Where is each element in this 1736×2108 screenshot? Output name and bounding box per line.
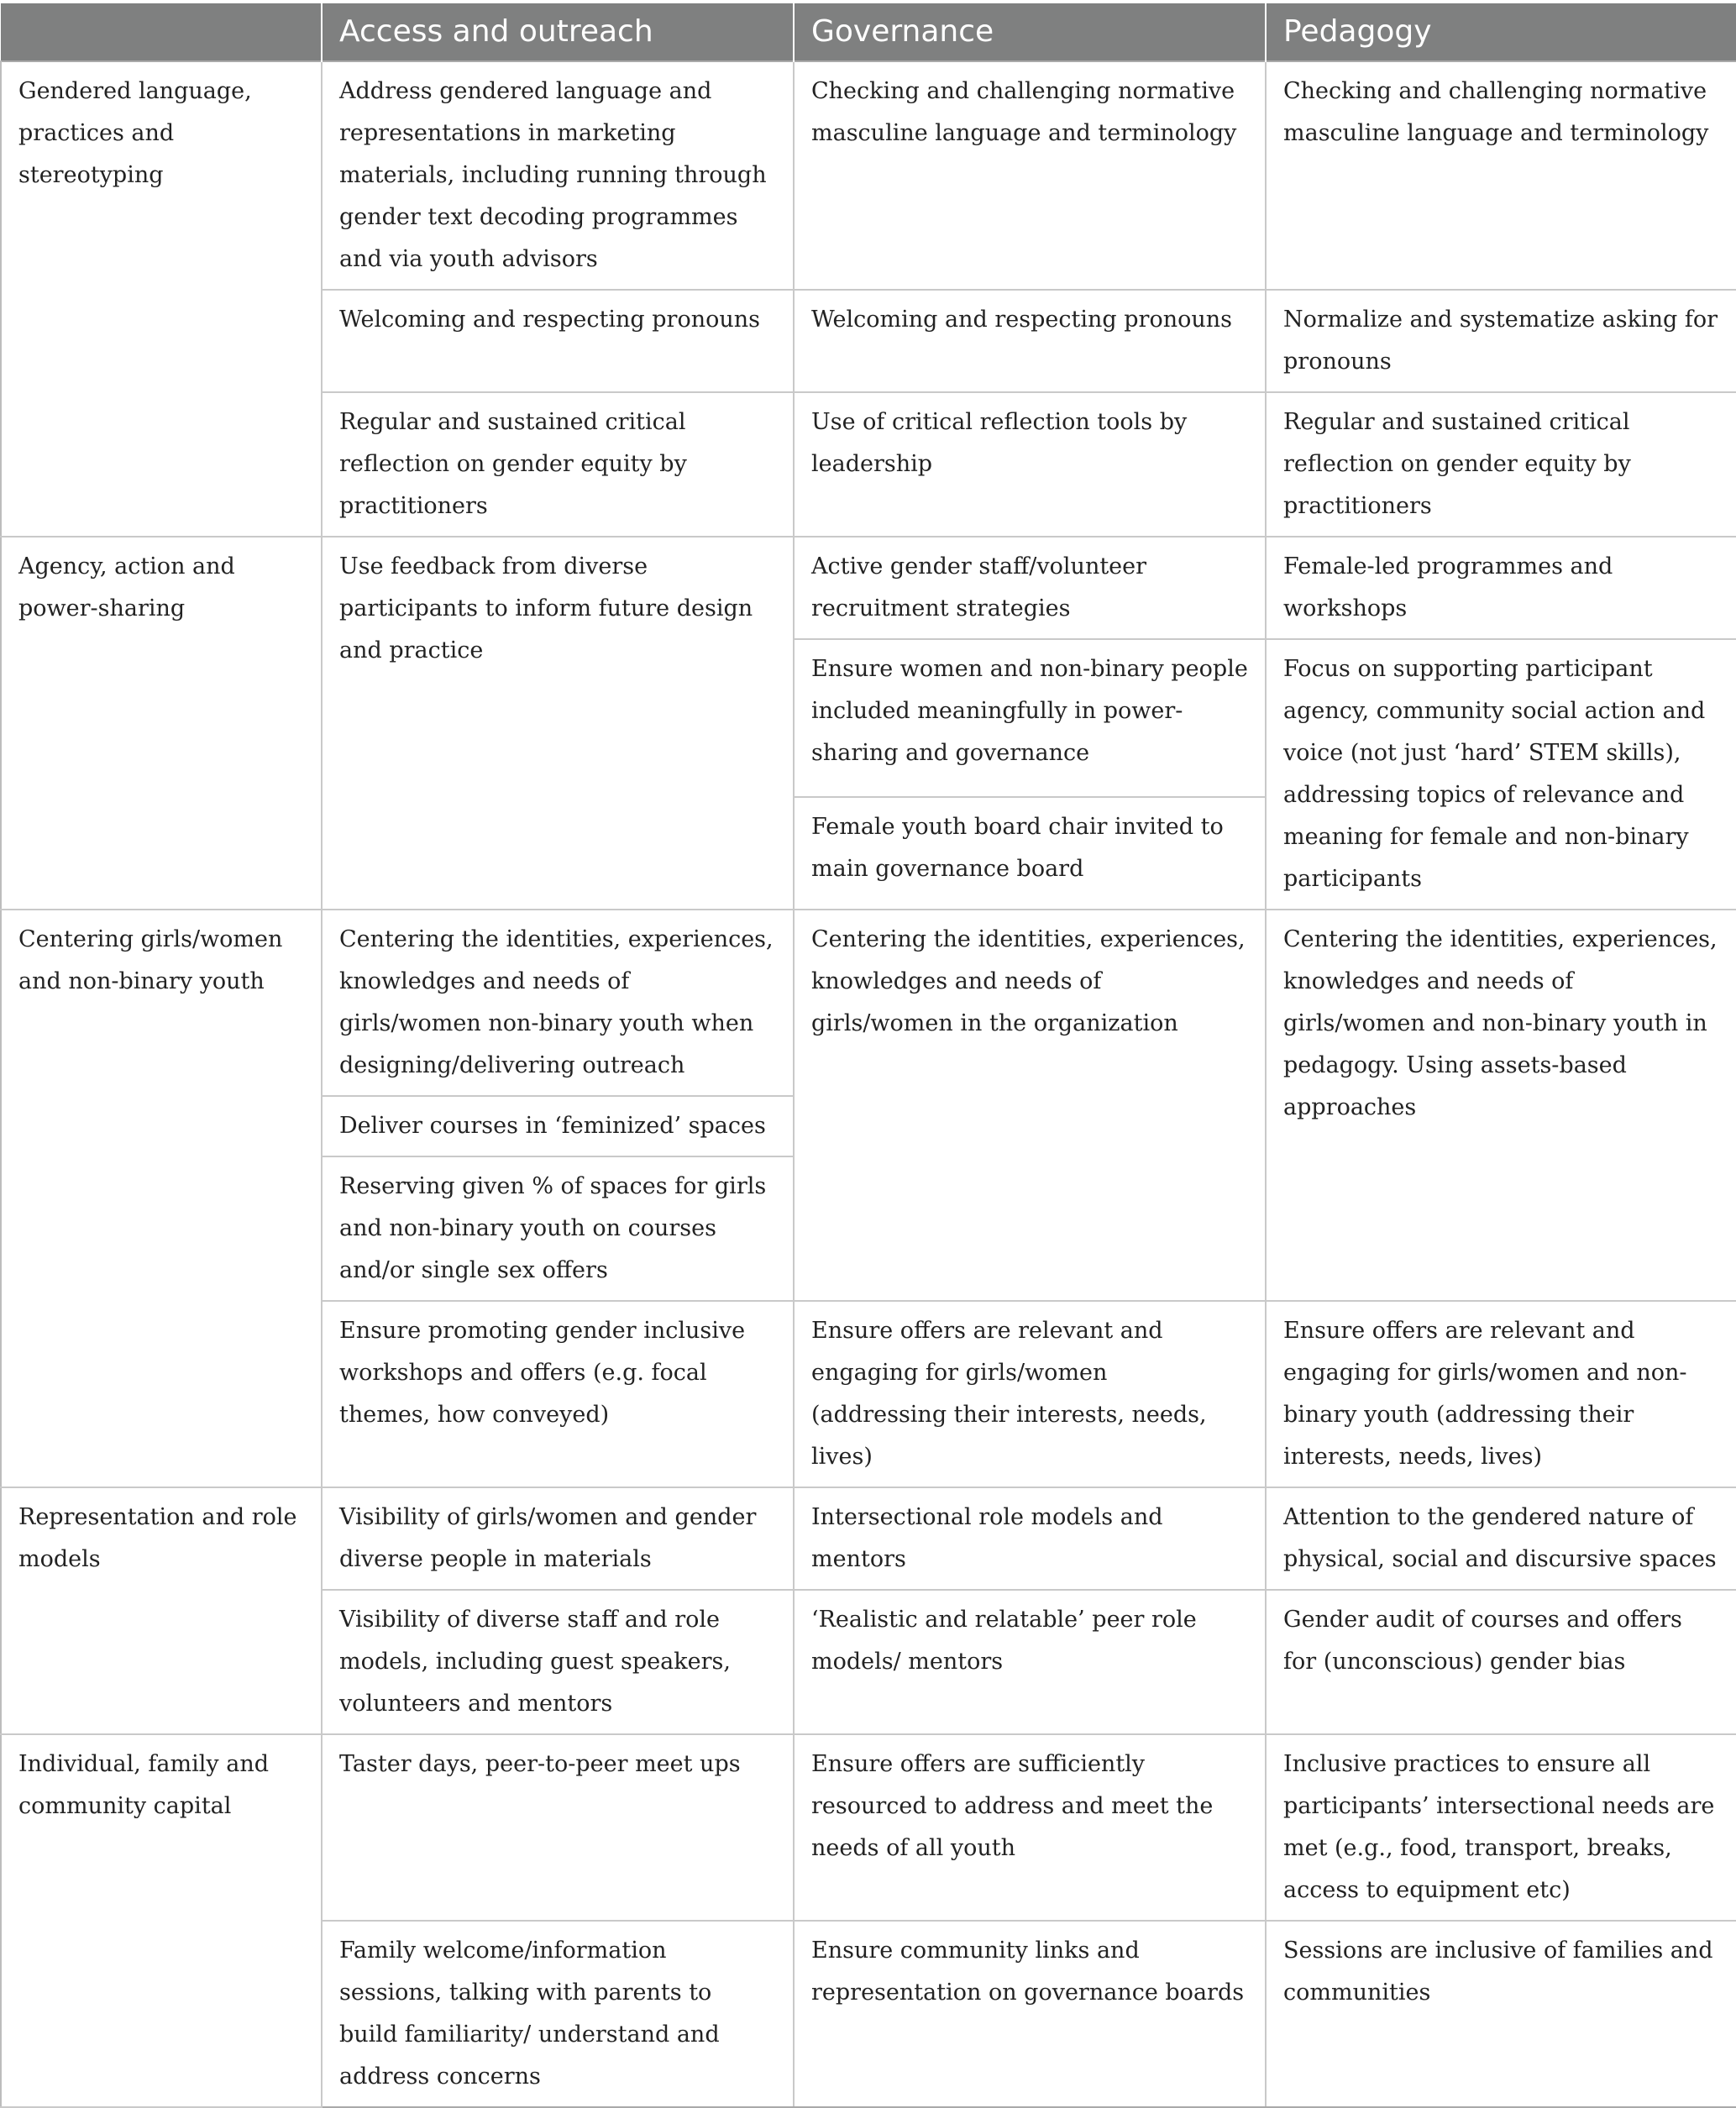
pedagogy-cell: Attention to the gendered nature of physical, social and discursive spaces: [1266, 1487, 1736, 1590]
governance-cell: Ensure offers are sufficiently resourced to address and meet the needs of all youth: [794, 1734, 1266, 1921]
access-cell: Ensure promoting gender inclusive workshops and offers (e.g. focal themes, how conveyed): [322, 1301, 794, 1487]
theme-cell: Centering girls/women and non-binary youth: [1, 910, 322, 1487]
table-row: [1, 537, 1736, 639]
access-cell: Family welcome/information sessions, talking with parents to build familiarity/ understand and address concerns: [322, 1921, 794, 2107]
governance-cell: Ensure offers are relevant and engaging for girls/women (addressing their interests, needs, lives): [794, 1301, 1266, 1487]
pedagogy-cell: Ensure offers are relevant and engaging for girls/women and non-binary youth (addressing their interests, needs, lives): [1266, 1301, 1736, 1487]
access-cell: Regular and sustained critical reflection on gender equity by practitioners: [322, 392, 794, 537]
header-theme: [1, 3, 322, 61]
header-row: [1, 3, 1736, 61]
gender-equity-table: [0, 3, 1736, 2108]
access-cell: Centering the identities, experiences, knowledges and needs of girls/women non-binary youth when designing/delivering outreach: [322, 910, 794, 1096]
pedagogy-cell: Gender audit of courses and offers for (unconscious) gender bias: [1266, 1590, 1736, 1734]
theme-cell: Representation and role models: [1, 1487, 322, 1734]
table-row: [1, 1734, 1736, 1921]
header-access-and-outreach: Access and outreach: [322, 3, 794, 61]
pedagogy-cell: Regular and sustained critical reflection on gender equity by practitioners: [1266, 392, 1736, 537]
access-cell: Visibility of diverse staff and role models, including guest speakers, volunteers and mentors: [322, 1590, 794, 1734]
access-cell: Reserving given % of spaces for girls and non-binary youth on courses and/or single sex offers: [322, 1156, 794, 1301]
governance-cell: Centering the identities, experiences, knowledges and needs of girls/women in the organization: [794, 910, 1266, 1301]
table-row: [1, 1487, 1736, 1590]
table-header: [1, 3, 1736, 61]
governance-cell: ‘Realistic and relatable’ peer role models/ mentors: [794, 1590, 1266, 1734]
table-row: [1, 910, 1736, 1096]
governance-cell: Active gender staff/volunteer recruitment strategies: [794, 537, 1266, 639]
governance-cell: Ensure women and non-binary people included meaningfully in power-sharing and governance: [794, 639, 1266, 797]
pedagogy-cell: Centering the identities, experiences, knowledges and needs of girls/women and non-binary youth in pedagogy. Using assets-based approaches: [1266, 910, 1736, 1301]
header-governance: Governance: [794, 3, 1266, 61]
governance-cell: Ensure community links and representation on governance boards: [794, 1921, 1266, 2107]
governance-cell: Female youth board chair invited to main governance board: [794, 797, 1266, 910]
table-body: [1, 61, 1736, 2107]
governance-cell: Checking and challenging normative masculine language and terminology: [794, 61, 1266, 290]
access-cell: Visibility of girls/women and gender diverse people in materials: [322, 1487, 794, 1590]
theme-cell: Agency, action and power-sharing: [1, 537, 322, 910]
access-cell: Taster days, peer-to-peer meet ups: [322, 1734, 794, 1921]
pedagogy-cell: Sessions are inclusive of families and communities: [1266, 1921, 1736, 2107]
pedagogy-cell: Focus on supporting participant agency, community social action and voice (not just ‘hard’ STEM skills), addressing topics of relevance and meaning for female and non-binary participants: [1266, 639, 1736, 910]
governance-cell: Welcoming and respecting pronouns: [794, 290, 1266, 392]
pedagogy-cell: Checking and challenging normative masculine language and terminology: [1266, 61, 1736, 290]
header-pedagogy: Pedagogy: [1266, 3, 1736, 61]
theme-cell: Individual, family and community capital: [1, 1734, 322, 2107]
theme-cell: Gendered language, practices and stereotyping: [1, 61, 322, 537]
access-cell: Deliver courses in ‘feminized’ spaces: [322, 1096, 794, 1156]
governance-cell: Use of critical reflection tools by leadership: [794, 392, 1266, 537]
table-row: [1, 61, 1736, 290]
governance-cell: Intersectional role models and mentors: [794, 1487, 1266, 1590]
access-cell: Use feedback from diverse participants to inform future design and practice: [322, 537, 794, 910]
pedagogy-cell: Inclusive practices to ensure all participants’ intersectional needs are met (e.g., food, transport, breaks, access to equipment etc): [1266, 1734, 1736, 1921]
pedagogy-cell: Normalize and systematize asking for pronouns: [1266, 290, 1736, 392]
access-cell: Welcoming and respecting pronouns: [322, 290, 794, 392]
gender-equity-table-container: [0, 3, 1736, 2108]
access-cell: Address gendered language and representations in marketing materials, including running through gender text decoding programmes and via youth advisors: [322, 61, 794, 290]
pedagogy-cell: Female-led programmes and workshops: [1266, 537, 1736, 639]
